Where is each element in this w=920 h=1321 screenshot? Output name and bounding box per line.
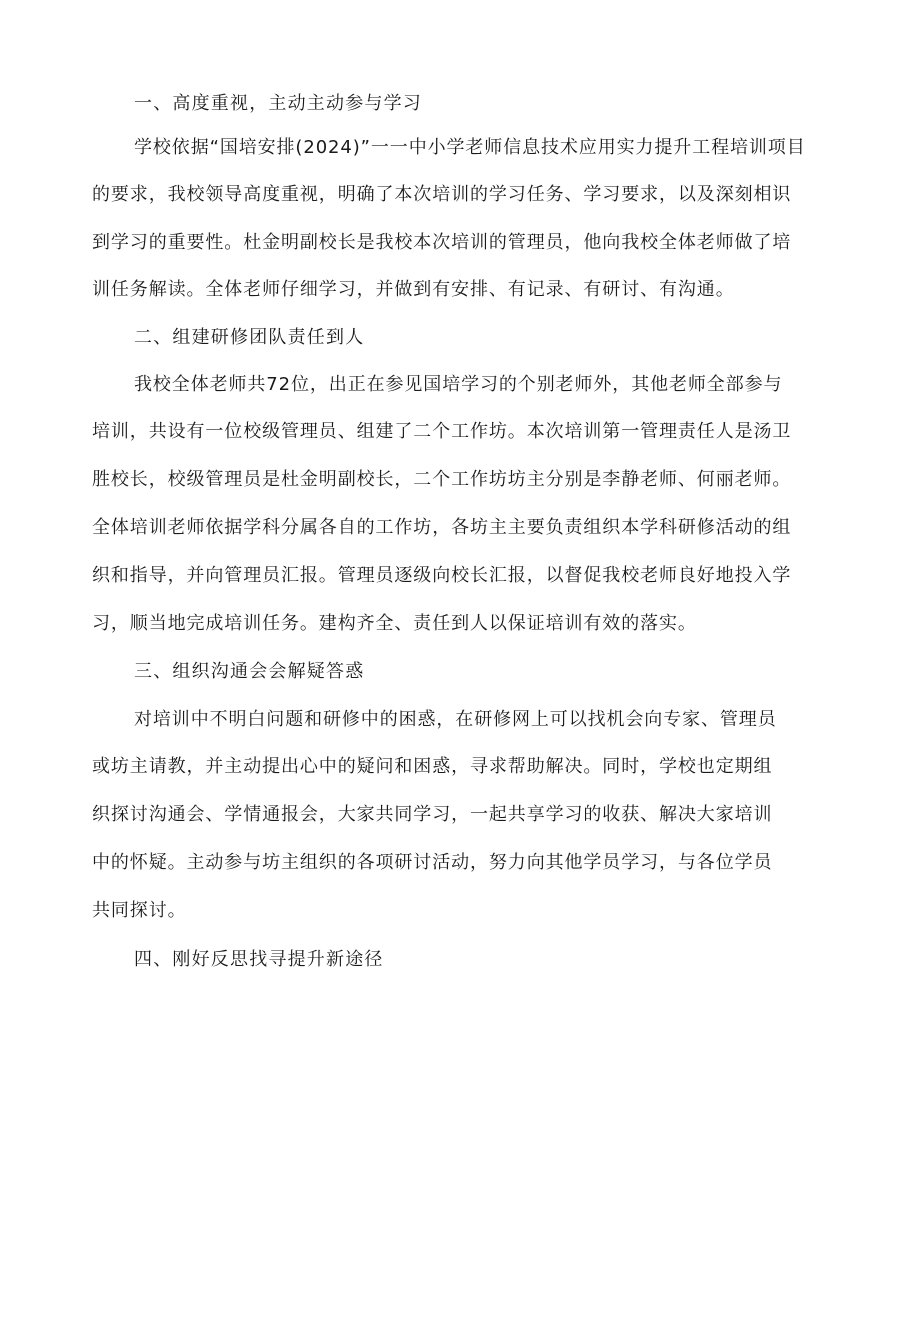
paragraph-line: 中的怀疑。主动参与坊主组织的各项研讨活动，努力向其他学员学习，与各位学员 <box>92 852 773 873</box>
section-heading-1: 一、高度重视，主动主动参与学习 <box>134 93 422 114</box>
section-heading-2: 二、组建研修团队责任到人 <box>134 327 365 348</box>
paragraph-line: 训任务解读。全体老师仔细学习，并做到有安排、有记录、有研讨、有沟通。 <box>92 279 735 300</box>
paragraph-line: 我校全体老师共72位，出正在参见国培学习的个别老师外，其他老师全部参与 <box>134 374 783 395</box>
section-heading-4: 四、刚好反思找寻提升新途径 <box>134 949 384 970</box>
paragraph-line: 胜校长，校级管理员是杜金明副校长，二个工作坊坊主分别是李静老师、何丽老师。 <box>92 469 792 490</box>
paragraph-line: 对培训中不明白问题和研修中的困惑，在研修网上可以找机会向专家、管理员 <box>134 709 777 730</box>
section-heading-3: 三、组织沟通会会解疑答惑 <box>134 661 365 682</box>
paragraph-line: 织探讨沟通会、学情通报会，大家共同学习，一起共享学习的收获、解决大家培训 <box>92 804 773 825</box>
paragraph-line: 到学习的重要性。杜金明副校长是我校本次培训的管理员，他向我校全体老师做了培 <box>92 232 792 253</box>
paragraph-line: 学校依据“国培安排(2024)”一一中小学老师信息技术应用实力提升工程培训项目 <box>134 137 806 158</box>
paragraph-line: 习，顺当地完成培训任务。建构齐全、责任到人以保证培训有效的落实。 <box>92 613 697 634</box>
paragraph-line: 织和指导，并向管理员汇报。管理员逐级向校长汇报，以督促我校老师良好地投入学 <box>92 565 792 586</box>
paragraph-line: 全体培训老师依据学科分属各自的工作坊，各坊主主要负责组织本学科研修活动的组 <box>92 517 792 538</box>
paragraph-line: 培训，共设有一位校级管理员、组建了二个工作坊。本次培训第一管理责任人是汤卫 <box>92 421 792 442</box>
paragraph-line: 或坊主请教，并主动提出心中的疑问和困惑，寻求帮助解决。同时，学校也定期组 <box>92 756 773 777</box>
paragraph-line: 共同探讨。 <box>92 900 187 921</box>
paragraph-line: 的要求，我校领导高度重视，明确了本次培训的学习任务、学习要求，以及深刻相识 <box>92 184 792 205</box>
